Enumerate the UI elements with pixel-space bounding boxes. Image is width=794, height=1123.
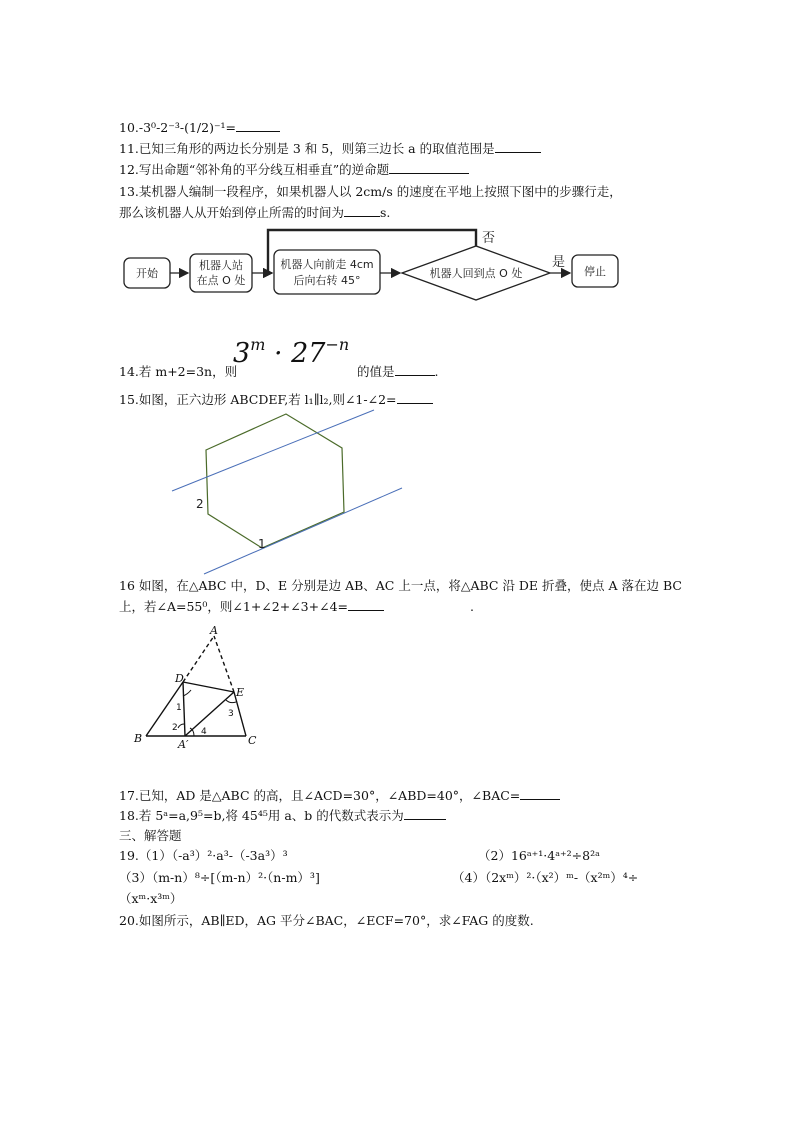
flow-step2-line2: 后向右转 45°: [293, 274, 361, 287]
question-16-text: 上，若∠A=55⁰，则∠1+∠2+∠3+∠4=: [119, 599, 348, 614]
flow-yes-label: 是: [552, 255, 566, 270]
figure-triangle-fold: [128, 624, 268, 754]
answer-blank: [404, 808, 446, 820]
angle-1-label: 1: [176, 703, 182, 713]
vertex-e: E: [236, 686, 245, 699]
vertex-a-prime: A′: [178, 738, 189, 751]
section-3-title: 三、解答题: [119, 828, 182, 843]
segment-da-dashed: [183, 636, 214, 682]
question-12: [119, 162, 469, 178]
answer-blank: [344, 205, 380, 217]
angle-3-label: 3: [228, 709, 234, 719]
question-14-expression: [233, 335, 350, 369]
question-19-part1: 19.（1）（-a³）²·a³-（-3a³）³: [119, 848, 288, 863]
question-18-text: 18.若 5ᵃ=a,9⁵=b,将 45⁴⁵用 a、b 的代数式表示为: [119, 808, 404, 823]
question-14-suffix: 的值是: [357, 364, 395, 379]
vertex-c: C: [248, 734, 257, 747]
flow-stop-label: 停止: [584, 265, 606, 278]
question-11-text: 11.已知三角形的两边长分别是 3 和 5，则第三边长 a 的取值范围是: [119, 141, 495, 156]
question-10: [119, 120, 280, 136]
expr-exponent-m: m: [250, 335, 266, 354]
answer-blank: [495, 141, 541, 153]
question-19-part4: （4）（2xᵐ）²·（x²）ᵐ-（x²ᵐ）⁴÷: [452, 870, 639, 885]
question-12-text: 12.写出命题“邻补角的平分线互相垂直”的逆命题: [119, 162, 390, 177]
answer-blank: [520, 788, 560, 800]
question-18: [119, 808, 446, 824]
hexagon-shape: [206, 414, 344, 548]
expr-base-27: · 27: [265, 338, 326, 369]
vertex-a: A: [210, 624, 218, 637]
question-16-line1: 16 如图，在△ABC 中，D、E 分别是边 AB、AC 上一点，将△ABC 沿 DE 折叠，使点 A 落在边 BC: [119, 578, 682, 593]
flow-step2-line1: 机器人向前走 4cm: [280, 258, 374, 271]
question-13-text: 那么该机器人从开始到停止所需的时间为: [119, 205, 345, 220]
question-19-part2: （2）16ᵃ⁺¹·4ᵃ⁺²÷8²ᵃ: [478, 848, 600, 863]
question-15-text: 15.如图，正六边形 ABCDEF,若 l₁∥l₂,则∠1-∠2=: [119, 392, 397, 407]
question-17: [119, 788, 560, 804]
expr-base-3: 3: [233, 338, 251, 369]
flow-step1-line1: 机器人站: [199, 259, 243, 272]
question-20: 20.如图所示，AB∥ED，AG 平分∠BAC，∠ECF=70°，求∠FAG 的度数.: [119, 913, 534, 928]
answer-blank: [236, 120, 280, 132]
answer-blank: [389, 162, 469, 174]
vertex-d: D: [175, 672, 184, 685]
question-13-unit: s.: [380, 205, 391, 220]
flow-step2-box: [274, 250, 380, 294]
question-13-line1: 13.某机器人编制一段程序，如果机器人以 2cm/s 的速度在平地上按照下图中的步骤行走，: [119, 184, 622, 199]
question-14-tail: [357, 364, 439, 380]
question-14-period: .: [434, 364, 439, 379]
figure-hexagon: [160, 402, 420, 582]
line-l2: [204, 488, 402, 574]
segment-da-prime: [183, 682, 185, 736]
question-10-text: 10.-3⁰-2⁻³-(1/2)⁻¹=: [119, 120, 237, 135]
line-l1: [172, 410, 374, 491]
flow-no-label: 否: [482, 231, 496, 246]
question-19-part4-cont: （xᵐ·x³ᵐ）: [119, 891, 183, 906]
flow-start-label: 开始: [136, 267, 158, 280]
answer-blank: [348, 599, 384, 611]
angle-4-label: 4: [201, 727, 207, 737]
flow-step1-line2: 在点 O 处: [196, 274, 246, 287]
answer-blank: [395, 364, 435, 376]
segment-ea-dashed: [214, 636, 234, 692]
angle-2-label: 2: [172, 723, 178, 733]
flowchart: [118, 222, 638, 302]
angle-2-arc: [178, 724, 184, 728]
vertex-b: B: [134, 732, 143, 745]
angle-1-label: 1: [258, 537, 266, 551]
question-17-text: 17.已知，AD 是△ABC 的高，且∠ACD=30°，∠ABD=40°，∠BAC=: [119, 788, 521, 803]
question-16-period: .: [470, 599, 474, 614]
flow-decision-label: 机器人回到点 O 处: [429, 267, 523, 280]
angle-3-arc: [226, 700, 236, 703]
expr-exponent-n: −n: [325, 335, 350, 354]
angle-1-arc: [183, 690, 191, 696]
question-14: [119, 364, 237, 380]
question-14-prefix: 14.若 m+2=3n，则: [119, 364, 238, 379]
question-11: [119, 141, 541, 157]
question-19-part3: （3）（m-n）⁸÷[（m-n）²·（n-m）³]: [119, 870, 320, 885]
angle-2-label: 2: [196, 497, 204, 511]
question-16-line2: [119, 599, 474, 615]
question-13-line2: [119, 205, 390, 221]
